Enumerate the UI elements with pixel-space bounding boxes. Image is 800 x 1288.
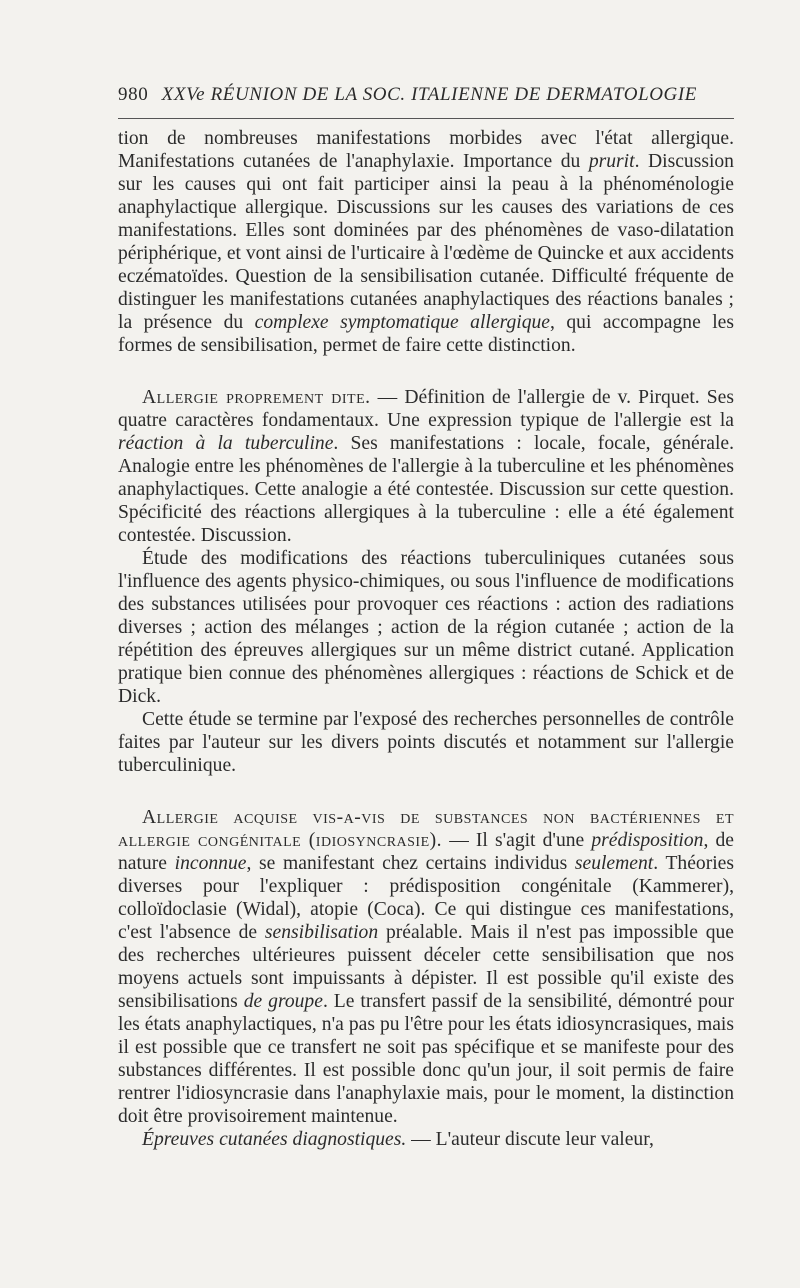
section-heading: Allergie proprement dite. (142, 387, 371, 408)
section-heading: Allergie acquise vis-a-vis de substances non bactériennes et allergie congénitale (idiosyncrasie). (118, 807, 734, 851)
paragraph-etude: Étude des modifications des réactions tuberculiniques cutanées sous l'influence des agents physico-chimiques, ou sous l'influence de modifications des substances utilisées pour provoquer ces réactions : action des radiations diverses ; action des mélanges ; action de la région cutanée ; action de la répétition des épreuves allergiques sur un même district cutané. Application pratique bien connue des phénomènes allergiques : réactions de Schick et de Dick. (118, 548, 734, 707)
paragraph-epreuves: Épreuves cutanées diagnostiques. — L'auteur discute leur valeur, (142, 1129, 654, 1150)
paragraph-allergie-proprement-dite: Allergie proprement dite. — Définition de l'allergie de v. Pirquet. Ses quatre caractères fondamentaux. Une expression typique de l'allergie est la réaction à la tuberculine. Ses manifestations : locale, focale, générale. Analogie entre les phénomènes de l'allergie à la tuberculine et les phénomènes anaphylactiques. Cette analogie a été contestée. Discussion sur cette question. Spécificité des réactions allergiques à la tuberculine : elle a été également contestée. Discussion. (118, 387, 734, 546)
running-header (118, 84, 734, 106)
page-number: 980 (118, 84, 149, 105)
paragraph-conclusion: Cette étude se termine par l'exposé des recherches personnelles de contrôle faites par l'auteur sur les divers points discutés et notamment sur l'allergie tuberculinique. (118, 709, 734, 776)
running-title: XXVe RÉUNION DE LA SOC. ITALIENNE DE DERMATOLOGIE (161, 84, 698, 105)
header-rule (118, 118, 734, 119)
paragraph-1: tion de nombreuses manifestations morbides avec l'état allergique. Manifestations cutanées de l'anaphylaxie. Importance du prurit. Discussion sur les causes qui ont fait participer ainsi la peau à la phénoménologie anaphylactique allergique. Discussions sur les causes des variations de ces manifestations. Elles sont dominées par des phénomènes de vaso-dilatation périphérique, et vont ainsi de l'urticaire à l'œdème de Quincke et aux accidents eczématoïdes. Question de la sensibilisation cutanée. Difficulté fréquente de distinguer les manifestations cutanées anaphylactiques des réactions banales ; la présence du complexe symptomatique allergique, qui accompagne les formes de sensibilisation, permet de faire cette distinction. (118, 128, 734, 356)
body-text (118, 127, 734, 1151)
paragraph-allergie-acquise: Allergie acquise vis-a-vis de substances non bactériennes et allergie congénitale (idiosyncrasie). — Il s'agit d'une prédisposition, de nature inconnue, se manifestant chez certains individus seulement. Théories diverses pour l'expliquer : prédisposition congénitale (Kammerer), colloïdoclasie (Widal), atopie (Coca). Ce qui distingue ces manifestations, c'est l'absence de sensibilisation préalable. Mais il n'est pas impossible que des recherches ultérieures puissent déceler cette sensibilisation que nos moyens actuels sont impuissants à dépister. Il est possible qu'il existe des sensibilisations de groupe. Le transfert passif de la sensibilité, démontré pour les états anaphylactiques, n'a pas pu l'être pour les états idiosyncrasiques, mais il est possible que ce transfert ne soit pas spécifique et se manifeste pour des substances différentes. Il est possible donc qu'un jour, il soit permis de faire rentrer l'idiosyncrasie dans l'anaphylaxie mais, pour le moment, la distinction doit être provisoirement maintenue. (118, 807, 734, 1127)
